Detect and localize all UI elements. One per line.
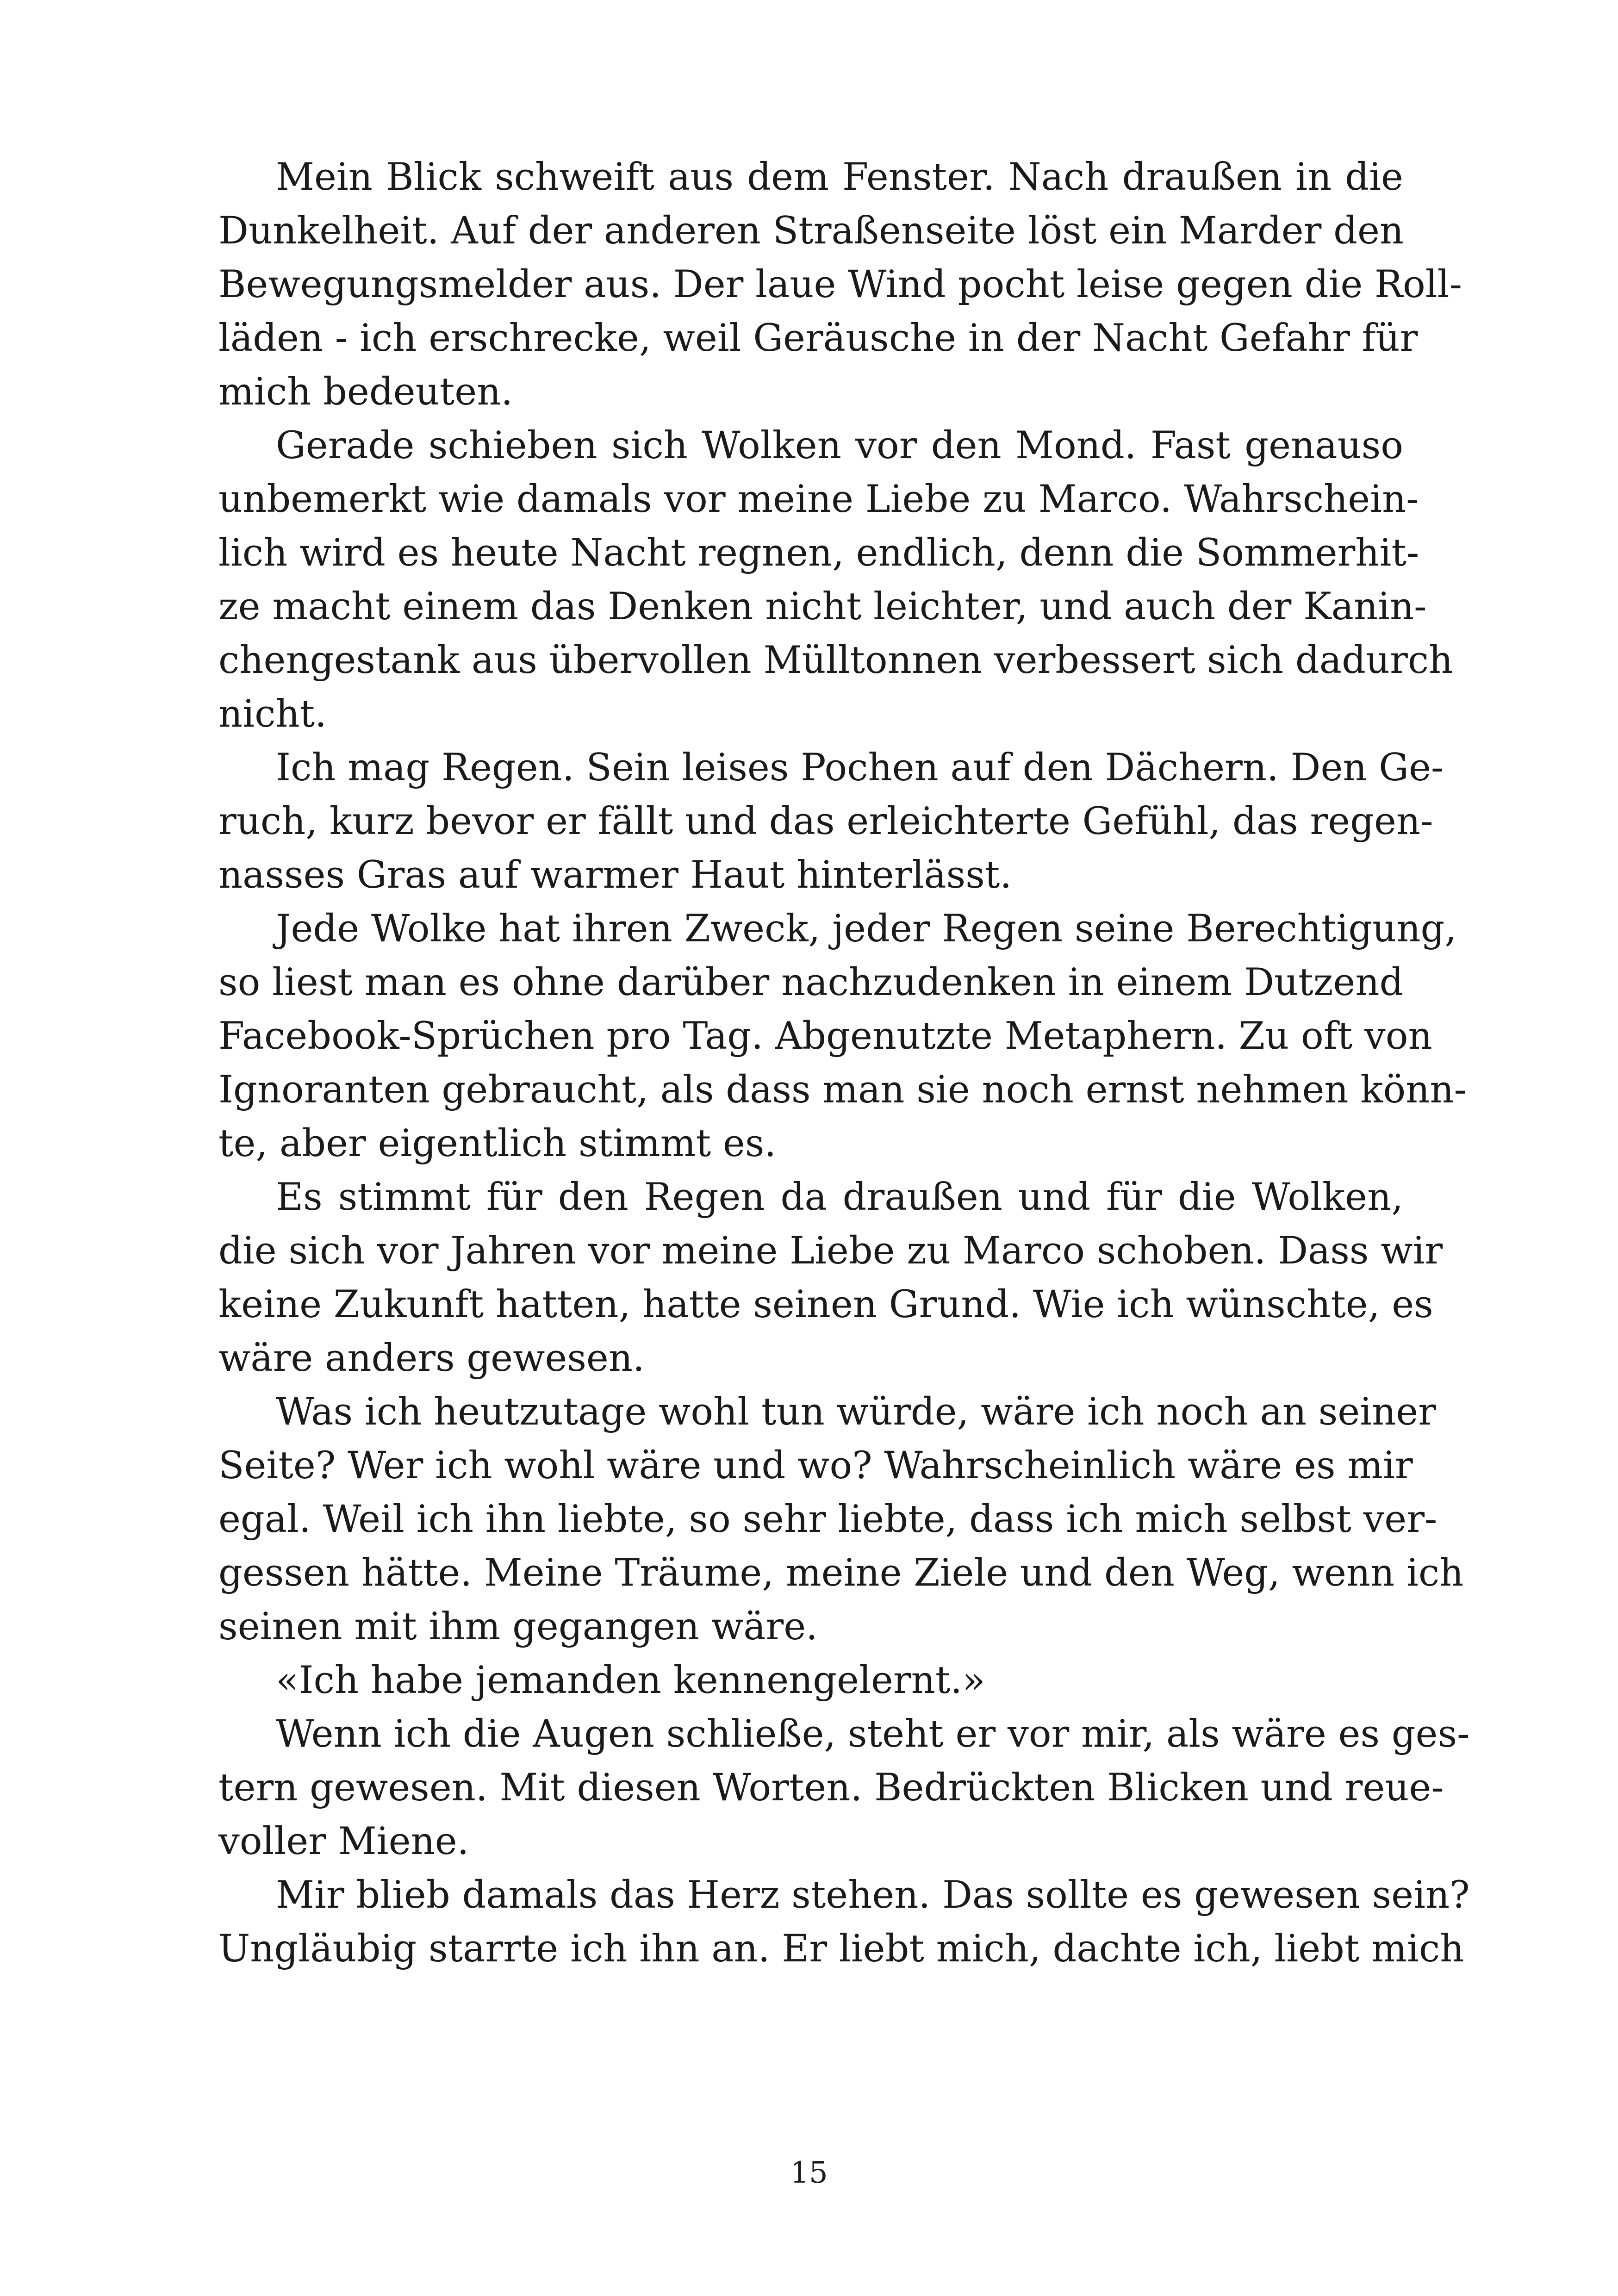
text-line: tern gewesen. Mit diesen Worten. Bedrückten Blicken und reue- <box>218 1766 1444 1810</box>
text-line: Seite? Wer ich wohl wäre und wo? Wahrscheinlich wäre es mir <box>218 1444 1413 1487</box>
text-line: nasses Gras auf warmer Haut hinterlässt. <box>218 853 1012 897</box>
text-line: Was ich heutzutage wohl tun würde, wäre ich noch an seiner <box>276 1390 1436 1434</box>
text-line: Jede Wolke hat ihren Zweck, jeder Regen seine Berechtigung, <box>276 907 1457 951</box>
text-line: Bewegungsmelder aus. Der laue Wind pocht leise gegen die Roll- <box>218 263 1462 306</box>
text-line: wäre anders gewesen. <box>218 1337 645 1380</box>
text-line: Dunkelheit. Auf der anderen Straßenseite löst ein Marder den <box>218 209 1404 253</box>
text-line: Wenn ich die Augen schließe, steht er vor mir, als wäre es ges- <box>276 1712 1470 1756</box>
text-line: Facebook-Sprüchen pro Tag. Abgenutzte Metaphern. Zu oft von <box>218 1014 1432 1058</box>
text-line: unbemerkt wie damals vor meine Liebe zu Marco. Wahrschein- <box>218 478 1419 521</box>
text-line: Gerade schieben sich Wolken vor den Mond. Fast genauso <box>276 424 1403 467</box>
text-line: läden - ich erschrecke, weil Geräusche in der Nacht Gefahr für <box>218 317 1418 360</box>
text-line: Mir blieb damals das Herz stehen. Das sollte es gewesen sein? <box>276 1873 1470 1917</box>
text-line: nicht. <box>218 692 327 736</box>
text-line: so liest man es ohne darüber nachzudenken in einem Dutzend <box>218 961 1404 1004</box>
text-line: egal. Weil ich ihn liebte, so sehr liebte, dass ich mich selbst ver- <box>218 1498 1438 1541</box>
text-line: Ungläubig starrte ich ihn an. Er liebt mich, dachte ich, liebt mich <box>218 1927 1464 1971</box>
text-line: chengestank aus übervollen Mülltonnen verbessert sich dadurch <box>218 639 1453 682</box>
text-line: Ich mag Regen. Sein leises Pochen auf den Dächern. Den Ge- <box>276 746 1444 790</box>
text-line: ruch, kurz bevor er fällt und das erleichterte Gefühl, das regen- <box>218 800 1433 843</box>
page-number: 15 <box>790 2156 828 2190</box>
text-line: lich wird es heute Nacht regnen, endlich, denn die Sommerhit- <box>218 531 1419 575</box>
text-line: Es stimmt für den Regen da draußen und für die Wolken, <box>276 1176 1403 1219</box>
text-line: gessen hätte. Meine Träume, meine Ziele und den Weg, wenn ich <box>218 1551 1464 1595</box>
text-line: keine Zukunft hatten, hatte seinen Grund. Wie ich wünschte, es <box>218 1283 1433 1326</box>
text-line: seinen mit ihm gegangen wäre. <box>218 1605 818 1649</box>
text-line: die sich vor Jahren vor meine Liebe zu Marco schoben. Dass wir <box>218 1229 1443 1273</box>
text-line: voller Miene. <box>218 1820 469 1863</box>
text-line: ze macht einem das Denken nicht leichter, und auch der Kanin- <box>218 585 1427 628</box>
text-line: mich bedeuten. <box>218 370 513 414</box>
text-line: «Ich habe jemanden kennengelernt.» <box>276 1659 985 1702</box>
text-line: Mein Blick schweift aus dem Fenster. Nach draußen in die <box>276 156 1403 199</box>
text-line: te, aber eigentlich stimmt es. <box>218 1122 777 1165</box>
text-line: Ignoranten gebraucht, als dass man sie noch ernst nehmen könn- <box>218 1068 1467 1112</box>
body-text <box>218 150 1470 1976</box>
